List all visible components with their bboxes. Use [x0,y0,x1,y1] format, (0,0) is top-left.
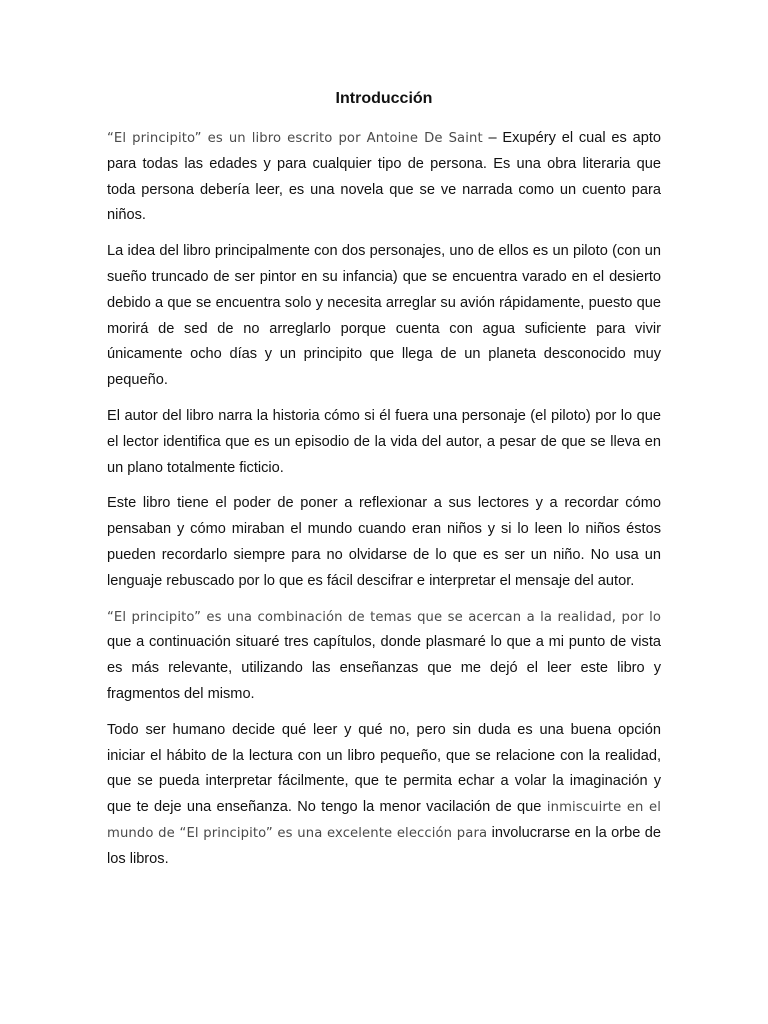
paragraph-6-light: inmiscuirte en el mundo de “El principito” es una excelente elección para [107,800,661,841]
paragraph-5 [107,605,661,708]
page-title: Introducción [335,90,433,107]
paragraph-6-tail: involucrarse en la orbe de los libros. [107,824,662,867]
paragraph-2: La idea del libro principalmente con dos personajes, uno de ellos es un piloto (con un sueño truncado de ser pintor en su infancia) que se encuentra varado en el desierto debido a que se encuentra solo y necesita arreglar su avión rápidamente, puesto que morirá de sed de no arreglarlo porque cuenta con agua suficiente para vivir únicamente ocho días y un principito que llega de un planeta desconocido muy pequeño. [107,243,661,389]
paragraph-1-text: – Exupéry el cual es apto para todas las edades y para cualquier tipo de persona. Es una obra literaria que toda persona debería leer, es una novela que se ve narrada como un cuento para niños. [107,130,661,224]
paragraph-4: Este libro tiene el poder de poner a reflexionar a sus lectores y a recordar cómo pensaban y cómo miraban el mundo cuando eran niños y si lo leen lo niños éstos pueden recordarlo siempre para no olvidarse de lo que es ser un niño. No usa un lenguaje rebuscado por lo que es fácil descifrar e interpretar el mensaje del autor. [107,495,661,589]
paragraph-6-text: Todo ser humano decide qué leer y qué no, pero sin duda es una buena opción iniciar el hábito de la lectura con un libro pequeño, que se relacione con la realidad, que se pueda interpretar fácilmente, que te permita echar a volar la imaginación y que te deje una enseñanza. No tengo la menor vacilación de que [107,721,661,816]
paragraph-5-lead: “El principito” es una combinación de temas que se acercan a la realidad, por lo [107,609,661,625]
paragraph-3: El autor del libro narra la historia cómo si él fuera una personaje (el piloto) por lo que el lector identifica que es un episodio de la vida del autor, a pesar de que se lleva en un plano totalmente ficticio. [107,407,661,476]
paragraph-1-lead: “El principito” es un libro escrito por Antoine De Saint [107,131,483,146]
document-body [107,126,661,883]
paragraph-5-text: que a continuación situaré tres capítulos, donde plasmaré lo que a mi punto de vista es más relevante, utilizando las enseñanzas que me dejó el leer este libro y fragmentos del mismo. [107,634,661,702]
paragraph-6 [107,718,661,873]
paragraph-1 [107,126,661,229]
